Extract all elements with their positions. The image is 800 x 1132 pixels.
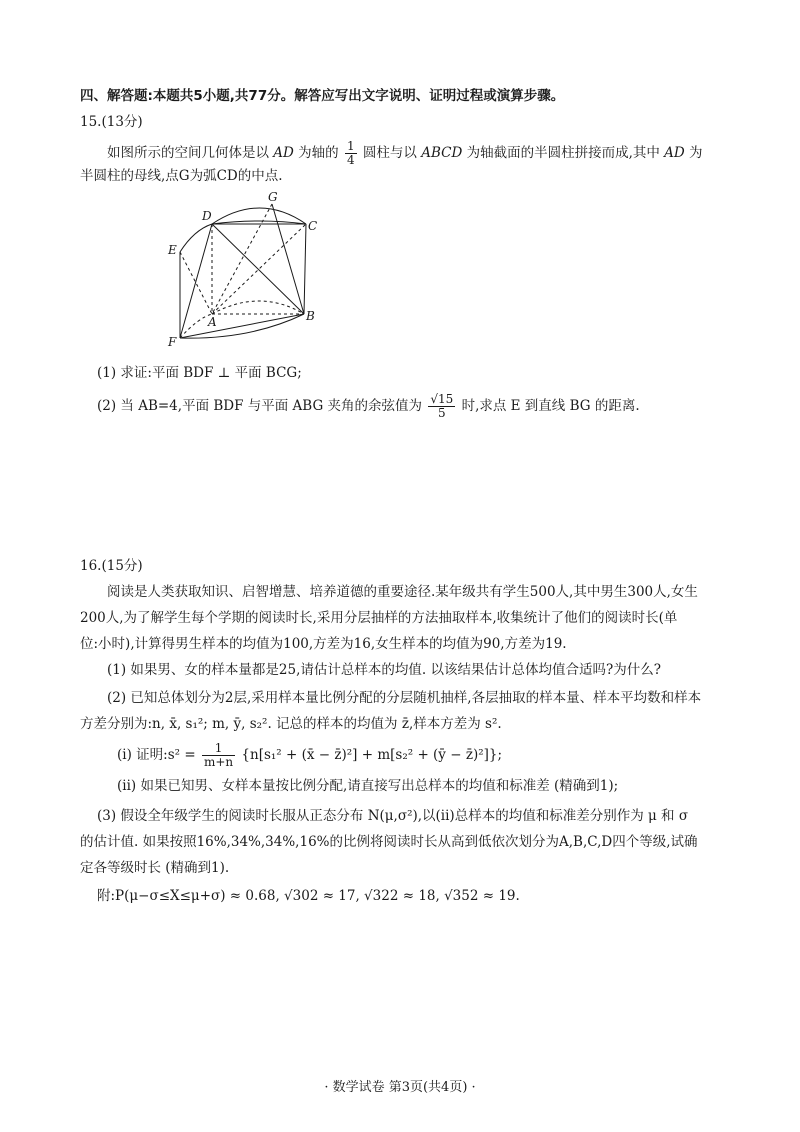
q15-number: 15.(13分) <box>80 114 143 130</box>
label-F: F <box>168 335 177 349</box>
q15-part2 <box>97 393 640 420</box>
label-B: B <box>306 309 315 323</box>
q16-number: 16.(15分) <box>80 558 143 574</box>
q15-stem-line1 <box>107 140 703 167</box>
q15-part2-b: 时,求点 E 到直线 BG 的距离. <box>461 398 640 414</box>
q16-para1-line3: 位:小时),计算得男生样本的均值为100,方差为16,女生样本的均值为90,方差为19. <box>80 636 567 652</box>
q16-part2-i <box>117 742 502 769</box>
q15-fraction-numerator: 1 <box>346 139 355 153</box>
q16-note: 附:P(μ−σ≤X≤μ+σ) ≈ 0.68, √302 ≈ 17, √322 ≈ 18, √352 ≈ 19. <box>97 888 520 904</box>
q16-part2-line2: 方差分别为:n, x̄, s₁²; m, ȳ, s₂². 记总的样本的均值为 z̄,样本方差为 s². <box>80 716 502 732</box>
q16-para1-line1: 阅读是人类获取知识、启智增慧、培养道德的重要途径.某年级共有学生500人,其中男生300人,女生 <box>107 584 698 600</box>
label-A: A <box>208 315 217 329</box>
q15-stem-line2: 半圆柱的母线,点G为弧CD的中点. <box>80 168 283 184</box>
q16-part2-i-denominator: m+n <box>203 755 234 769</box>
label-D: D <box>202 209 212 223</box>
label-G: G <box>268 190 278 204</box>
q15-text-d: 圆柱与以 <box>362 145 417 161</box>
q15-part2-denominator: 5 <box>438 406 446 420</box>
q15-text-e: ABCD <box>421 145 463 161</box>
q15-text-f: 为轴截面的半圆柱拼接而成,其中 <box>466 145 660 161</box>
q15-part2-a: (2) 当 AB=4,平面 BDF 与平面 ABG 夹角的余弦值为 <box>97 398 423 414</box>
q16-part2-i-numerator: 1 <box>202 742 235 756</box>
q16-para1-line2: 200人,为了解学生每个学期的阅读时长,采用分层抽样的方法抽取样本,收集统计了他们的阅读时长(单 <box>80 610 678 626</box>
q15-fraction <box>345 140 357 167</box>
q15-part1: (1) 求证:平面 BDF ⊥ 平面 BCG; <box>97 365 302 381</box>
q15-text-a: 如图所示的空间几何体是以 <box>107 145 269 161</box>
q15-text-g: AD <box>664 145 685 161</box>
q15-text-c: 为轴的 <box>298 145 339 161</box>
section-header: 四、解答题:本题共5小题,共77分。解答应写出文字说明、证明过程或演算步骤。 <box>80 88 565 104</box>
q15-geometry-figure <box>160 190 330 350</box>
q16-part2-i-fraction <box>202 742 235 769</box>
q15-fraction-denominator: 4 <box>346 153 355 167</box>
q16-part1: (1) 如果男、女的样本量都是25,请估计总样本的均值. 以该结果估计总体均值合适吗?为什么? <box>107 662 661 678</box>
q16-part2-i-a: (i) 证明:s² = <box>117 747 196 763</box>
q15-text-b: AD <box>273 145 294 161</box>
q15-part2-fraction <box>428 393 455 420</box>
q16-part3-line1: (3) 假设全年级学生的阅读时长服从正态分布 N(μ,σ²),以(ii)总样本的均值和标准差分别作为 μ 和 σ <box>97 808 689 824</box>
q16-part2-ii: (ii) 如果已知男、女样本量按比例分配,请直接写出总样本的均值和标准差 (精确到1); <box>117 778 619 794</box>
label-E: E <box>168 243 177 257</box>
page-footer: · 数学试卷 第3页(共4页) · <box>324 1080 476 1095</box>
q15-text-h: 为 <box>689 145 703 161</box>
label-C: C <box>308 219 318 233</box>
q16-part3-line2: 的估计值. 如果按照16%,34%,34%,16%的比例将阅读时长从高到低依次划分为A,B,C,D四个等级,试确 <box>80 834 698 850</box>
q16-part2-line1: (2) 已知总体划分为2层,采用样本量比例分配的分层随机抽样,各层抽取的样本量、样本平均数和样本 <box>107 690 702 706</box>
q15-part2-numerator: √15 <box>430 392 454 406</box>
q16-part3-line3: 定各等级时长 (精确到1). <box>80 860 230 876</box>
q16-part2-i-b: {n[s₁² + (x̄ − z̄)²] + m[s₂² + (ȳ − z̄)²]}; <box>241 747 503 763</box>
